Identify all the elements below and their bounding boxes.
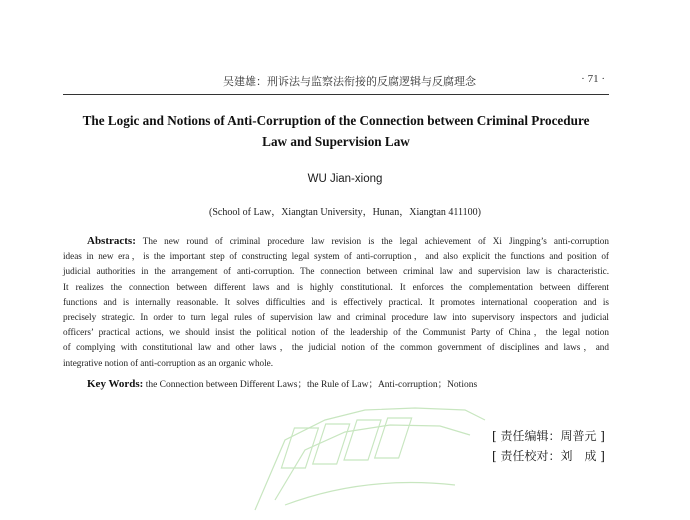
abstract-line-2: ideas in new era，is the important step of constructing legal system of anti-corruption，and also explicit the functions and position of [63,251,609,262]
author-affiliation: (School of Law，Xiangtan University，Hunan，Xiangtan 411100) [209,207,481,218]
abstract-line-5: functions and is internally reasonable. It solves difficulties and is effectively practical. It promotes international cooperation and is [63,296,609,307]
author-name: WU Jian-xiong [307,173,383,185]
keywords [87,376,607,390]
abstract-label: Abstracts: [87,235,136,247]
abstract-line-7: officers’ practical actions, we should insist the political notion of the leadership of the Communist Party of China，the legal notion [63,327,609,338]
watermark-logo [215,380,515,520]
abstract-line-4: It realizes the connection between different laws and is highly constitutional. It enforces the complementation between different [63,281,609,292]
responsible-proofreader: [ 责任校对：刘 成 ] [492,449,605,463]
running-header [63,70,609,90]
keywords-text: the Connection between Different Laws；the Rule of Law；Anti-corruption；Notions [143,380,478,390]
article-title [60,110,612,152]
page-number: · 71 · [581,73,605,85]
title-line-2: Law and Supervision Law [262,134,410,149]
editor-credits [492,426,610,466]
title-line-1: The Logic and Notions of Anti-Corruption of the Connection between Criminal Procedure [82,113,590,128]
running-title: 吴建雄：刑诉法与监察法衔接的反腐逻辑与反腐理念 [223,76,476,88]
abstract-line-9: integrative notion of anti-corruption as an organic whole. [63,357,274,368]
keywords-label: Key Words: [87,378,144,390]
responsible-editor: [ 责任编辑：周普元 ] [492,429,605,443]
abstract-line-8: of complying with constitutional law and other laws，the judicial notion of the common government of disciplines and laws，and [63,342,609,353]
abstract [63,234,609,371]
abstract-line-1: Abstracts: The new round of criminal procedure law revision is the legal achievement of Xi Jingping’s anti-corruption [87,235,609,247]
abstract-line-6: precisely strategic. In order to turn legal rules of supervision law and criminal procedure law into supervisory inspectors and judicial [63,312,609,323]
header-rule [63,94,609,95]
abstract-line-3: judicial authorities in the arrangement of anti-corruption. The connection between criminal law and supervision law is characteristic. [63,266,609,277]
